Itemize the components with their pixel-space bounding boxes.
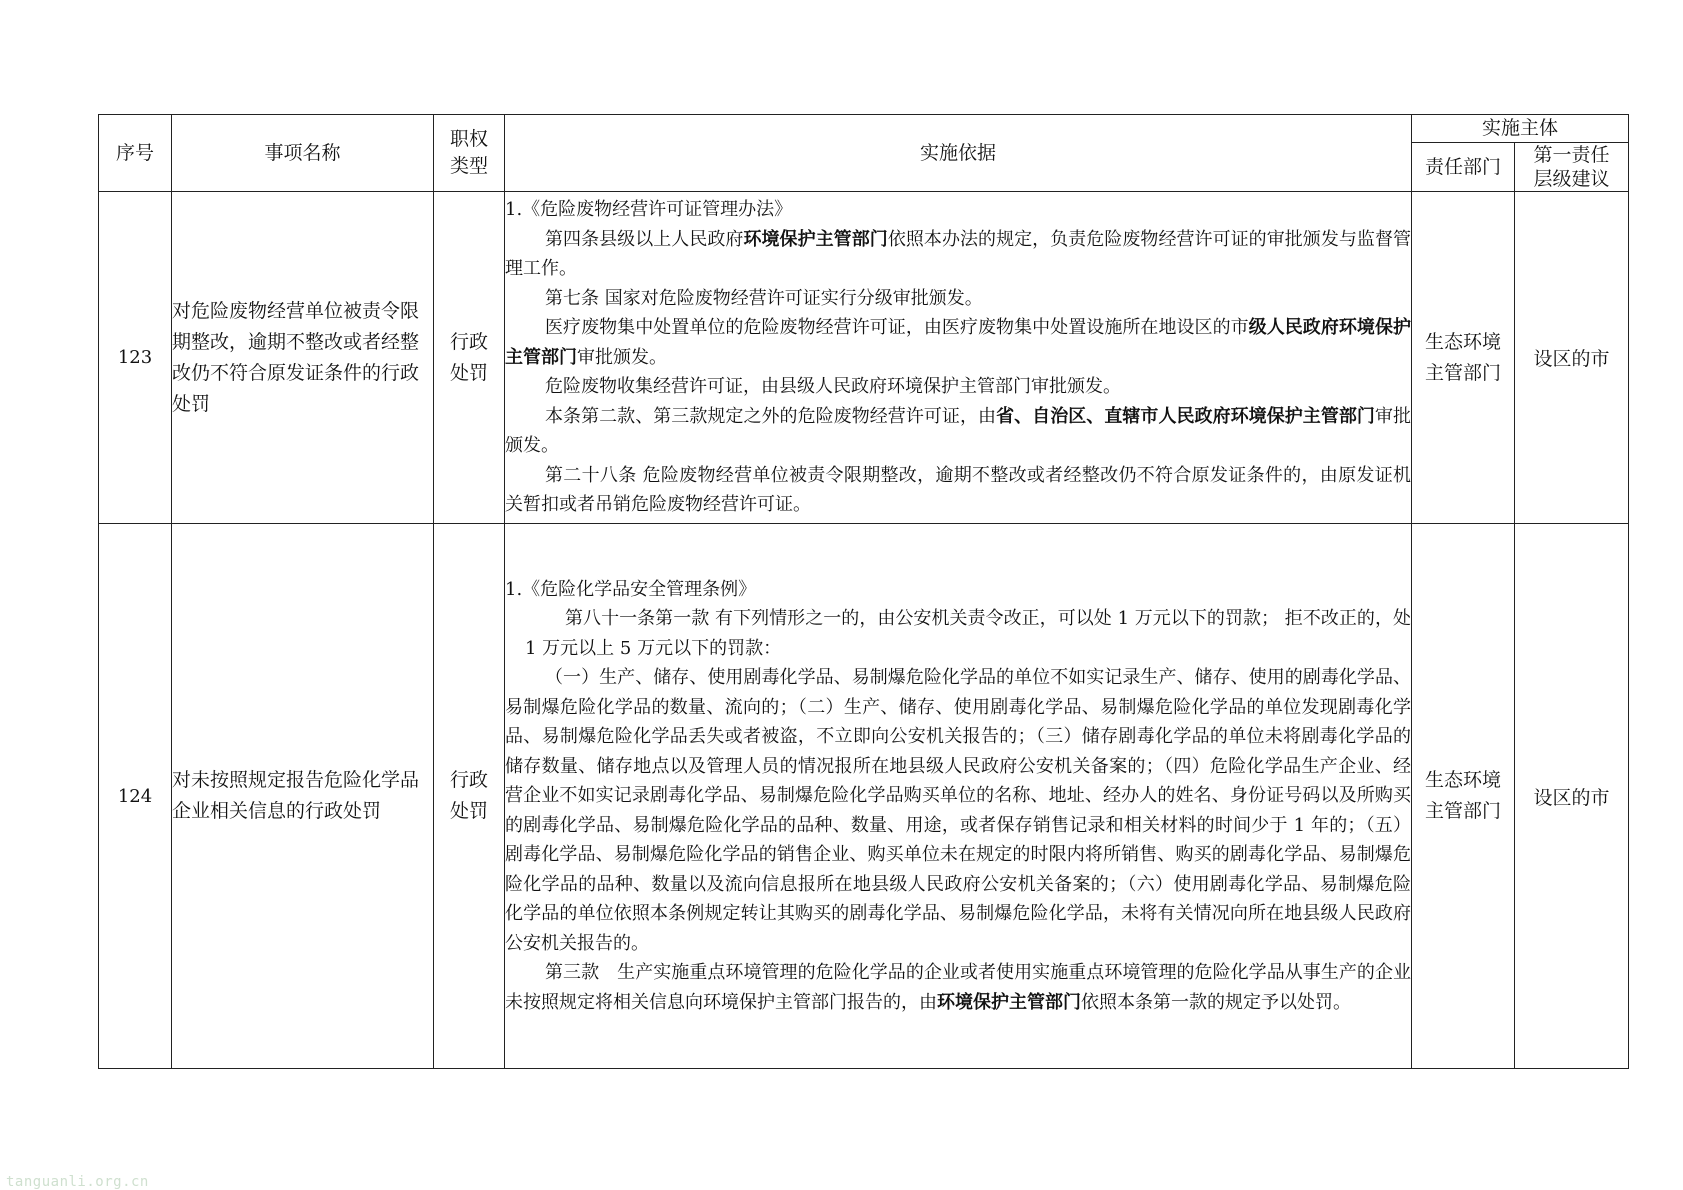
row-name: 对危险废物经营单位被责令限期整改，逾期不整改或者经整改仍不符合原发证条件的行政处罚 xyxy=(172,192,434,524)
header-row-1 xyxy=(99,115,1629,143)
basis-paragraph: 1.《危险废物经营许可证管理办法》 xyxy=(505,199,793,221)
basis-paragraph: 第七条 国家对危险废物经营许可证实行分级审批颁发。 xyxy=(545,287,983,309)
row-no: 124 xyxy=(99,524,172,1069)
basis-paragraph: 第八十一条第一款 有下列情形之一的，由公安机关责令改正，可以处 1 万元以下的罚款； 拒不改正的，处 1 万元以上 5 万元以下的罚款： xyxy=(525,608,1411,659)
row-level: 设区的市 xyxy=(1515,192,1629,524)
powers-table xyxy=(98,114,1629,1069)
basis-paragraph: 医疗废物集中处置单位的危险废物经营许可证，由医疗废物集中处置设施所在地设区的市级人民政府环境保护主管部门审批颁发。 xyxy=(505,317,1411,368)
header-level: 第一责任 层级建议 xyxy=(1515,143,1629,192)
header-name: 事项名称 xyxy=(172,115,434,192)
row-basis xyxy=(505,524,1412,1069)
header-dept: 责任部门 xyxy=(1412,143,1515,192)
row-type: 行政 处罚 xyxy=(434,192,505,524)
basis-paragraph: 第二十八条 危险废物经营单位被责令限期整改，逾期不整改或者经整改仍不符合原发证条件的，由原发证机关暂扣或者吊销危险废物经营许可证。 xyxy=(505,464,1411,516)
basis-paragraph: 本条第二款、第三款规定之外的危险废物经营许可证，由省、自治区、直辖市人民政府环境保护主管部门审批颁发。 xyxy=(505,405,1412,457)
basis-paragraph: 第四条县级以上人民政府环境保护主管部门依照本办法的规定，负责危险废物经营许可证的审批颁发与监督管理工作。 xyxy=(505,228,1412,280)
header-entity: 实施主体 xyxy=(1412,115,1629,143)
basis-paragraph: （一）生产、储存、使用剧毒化学品、易制爆危险化学品的单位不如实记录生产、储存、使用的剧毒化学品、易制爆危险化学品的数量、流向的；（二）生产、储存、使用剧毒化学品、易制爆危险化学品的单位发现剧毒化学品、易制爆危险化学品丢失或者被盗，不立即向公安机关报告的；（三）储存剧毒化学品的单位未将剧毒化学品的储存数量、储存地点以及管理人员的情况报所在地县级人民政府公安机关备案的；（四）危险化学品生产企业、经营企业不如实记录剧毒化学品、易制爆危险化学品购买单位的名称、地址、经办人的姓名、身份证号码以及所购买的剧毒化学品、易制爆危险化学品的品种、数量、用途，或者保存销售记录和相关材料的时间少于 1 年的；（五）剧毒化学品、易制爆危险化学品的销售企业、购买单位未在规定的时限内将所销售、购买的剧毒化学品、易制爆危险化学品的品种、数量以及流向信息报所在地县级人民政府公安机关备案的；（六）使用剧毒化学品、易制爆危险化学品的单位依照本条例规定转让其购买的剧毒化学品、易制爆危险化学品，未将有关情况向所在地县级人民政府公安机关报告的。 xyxy=(505,667,1411,954)
row-type: 行政 处罚 xyxy=(434,524,505,1069)
table-row xyxy=(99,524,1629,1069)
basis-paragraph: 危险废物收集经营许可证，由县级人民政府环境保护主管部门审批颁发。 xyxy=(545,376,1121,398)
row-dept: 生态环境 主管部门 xyxy=(1412,192,1515,524)
row-basis xyxy=(505,192,1412,524)
table-row xyxy=(99,192,1629,524)
header-no: 序号 xyxy=(99,115,172,192)
basis-paragraph: 1.《危险化学品安全管理条例》 xyxy=(505,578,757,600)
watermark: tanguanli.org.cn xyxy=(6,1174,149,1190)
row-level: 设区的市 xyxy=(1515,524,1629,1069)
row-dept: 生态环境 主管部门 xyxy=(1412,524,1515,1069)
row-no: 123 xyxy=(99,192,172,524)
header-type: 职权 类型 xyxy=(434,115,505,192)
header-basis: 实施依据 xyxy=(505,115,1412,192)
basis-paragraph: 第三款 生产实施重点环境管理的危险化学品的企业或者使用实施重点环境管理的危险化学品从事生产的企业未按照规定将相关信息向环境保护主管部门报告的，由环境保护主管部门依照本条第一款的规定予以处罚。 xyxy=(505,962,1411,1013)
row-name: 对未按照规定报告危险化学品企业相关信息的行政处罚 xyxy=(172,524,434,1069)
